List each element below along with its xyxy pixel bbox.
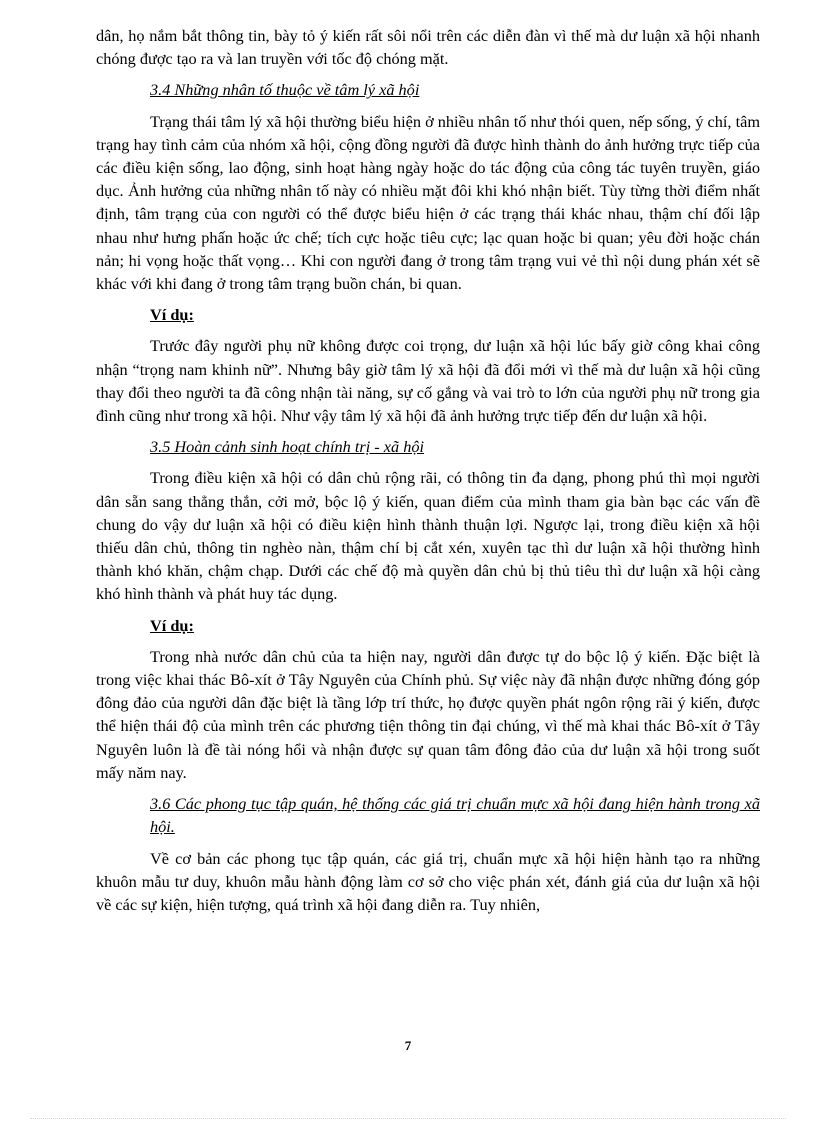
- section-heading-3-6: 3.6 Các phong tục tập quán, hệ thống các giá trị chuẩn mực xã hội đang hiện hành trong xã hội.: [150, 794, 760, 837]
- paragraph-example-women: Trước đây người phụ nữ không được coi trọng, dư luận xã hội lúc bấy giờ công khai công nhận “trọng nam khinh nữ”. Nhưng bây giờ tâm lý xã hội đã đổi mới vì thế mà dư luận xã hội cũng thay đổi theo người ta đã công nhận tài năng, sự cố gắng và vai trò to lớn của người phụ nữ trong gia đình cũng như trong xã hội. Như vậy tâm lý xã hội đã ảnh hưởng trực tiếp đến dư luận xã hội.: [96, 336, 760, 426]
- page-number: 7: [404, 1038, 412, 1053]
- section-heading-3-5: 3.5 Hoàn cảnh sinh hoạt chính trị - xã hội: [150, 437, 425, 457]
- paragraph-social-psychology: Trạng thái tâm lý xã hội thường biểu hiện ở nhiều nhân tố như thói quen, nếp sống, ý chí, tâm trạng hay tình cảm của nhóm xã hội, cộng đồng người đã được hình thành do ảnh hưởng trực tiếp của các điều kiện sống, lao động, sinh hoạt hàng ngày hoặc do tác động của công tác tuyên truyền, giáo dục. Ảnh hưởng của những nhân tố này có nhiều mặt đôi khi khó nhận biết. Tùy từng thời điểm nhất định, tâm trạng của con người có thể được biểu hiện ở các trạng thái khác nhau, thậm chí đối lập nhau như hưng phấn hoặc ức chế; tích cực hoặc tiêu cực; lạc quan hoặc bi quan; yêu đời hoặc chán nản; hi vọng hoặc thất vọng… Khi con người đang ở trong tâm trạng vui vẻ thì nội dung phán xét sẽ khác với khi đang ở trong tâm trạng buồn chán, bi quan.: [96, 111, 760, 294]
- document-page: [96, 24, 760, 916]
- footer-divider: [30, 1118, 786, 1119]
- paragraph-continuation: dân, họ nắm bắt thông tin, bày tỏ ý kiến rất sôi nổi trên các diễn đàn vì thế mà dư luận xã hội nhanh chóng được tạo ra và lan truyền với tốc độ chóng mặt.: [96, 26, 760, 69]
- paragraph-customs: Về cơ bản các phong tục tập quán, các giá trị, chuẩn mực xã hội hiện hành tạo ra những khuôn mẫu tư duy, khuôn mẫu hành động làm cơ sở cho việc phán xét, đánh giá của dư luận xã hội về các sự kiện, hiện tượng, quá trình xã hội đang diễn ra. Tuy nhiên,: [96, 848, 760, 914]
- example-label: Ví dụ:: [150, 615, 194, 635]
- paragraph-example-bauxite: Trong nhà nước dân chủ của ta hiện nay, người dân được tự do bộc lộ ý kiến. Đặc biệt là trong việc khai thác Bô-xít ở Tây Nguyên của Chính phủ. Sự việc này đã nhận được những đóng góp đông đảo của người dân đặc biệt là tầng lớp trí thức, họ được quyền phát ngôn rộng rãi ý kiến, được thể hiện thái độ của mình trên các phương tiện thông tin đại chúng, vì thế mà khai thác Bô-xít ở Tây Nguyên luôn là đề tài nóng hổi và nhận được sự quan tâm đông đảo của dư luận xã hội trong suốt mấy năm nay.: [96, 646, 760, 782]
- example-label: Ví dụ:: [150, 305, 194, 325]
- paragraph-political-life: Trong điều kiện xã hội có dân chủ rộng rãi, có thông tin đa dạng, phong phú thì mọi người dân sẵn sang thẳng thắn, cởi mở, bộc lộ ý kiến, quan điểm của mình tham gia bàn bạc các vấn đề chung do vậy dư luận xã hội có điều kiện hình thành thuận lợi. Ngược lại, trong điều kiện xã hội thiếu dân chủ, thông tin nghèo nàn, thậm chí bị cắt xén, xuyên tạc thì dư luận xã hội thường hình thành khó khăn, chậm chạp. Dưới các chế độ mà quyền dân chủ bị thủ tiêu thì dư luận xã hội càng khó hình thành và phát huy tác dụng.: [96, 468, 760, 604]
- section-heading-3-4: 3.4 Những nhân tố thuộc về tâm lý xã hội: [150, 80, 420, 100]
